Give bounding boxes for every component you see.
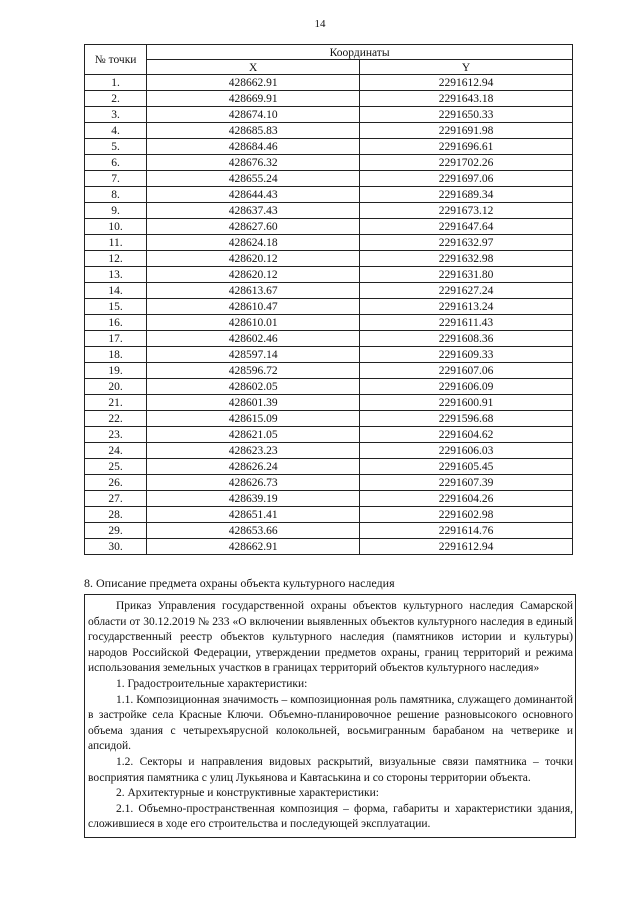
table-row xyxy=(85,75,573,91)
table-row xyxy=(85,283,573,299)
x-coordinate-cell: 428676.32 xyxy=(147,155,360,171)
table-row xyxy=(85,379,573,395)
item-2-1: 2.1. Объемно-пространственная композиция – форма, габариты и характеристики здания, сложившиеся в ходе его строительства и последующей эксплуатации. xyxy=(88,802,573,831)
y-coordinate-cell: 2291609.33 xyxy=(360,347,573,363)
urban-characteristics-heading: 1. Градостроительные характеристики: xyxy=(116,677,308,690)
table-row xyxy=(85,491,573,507)
y-coordinate-cell: 2291689.34 xyxy=(360,187,573,203)
table-row xyxy=(85,299,573,315)
x-coordinate-cell: 428685.83 xyxy=(147,123,360,139)
y-coordinate-cell: 2291650.33 xyxy=(360,107,573,123)
table-row xyxy=(85,475,573,491)
y-coordinate-cell: 2291632.98 xyxy=(360,251,573,267)
y-coordinate-cell: 2291612.94 xyxy=(360,75,573,91)
point-number-cell: 16. xyxy=(85,315,147,331)
y-coordinate-cell: 2291600.91 xyxy=(360,395,573,411)
x-coordinate-cell: 428626.73 xyxy=(147,475,360,491)
y-coordinate-cell: 2291696.61 xyxy=(360,139,573,155)
point-number-cell: 18. xyxy=(85,347,147,363)
x-coordinate-cell: 428639.19 xyxy=(147,491,360,507)
point-number-cell: 9. xyxy=(85,203,147,219)
x-coordinate-cell: 428627.60 xyxy=(147,219,360,235)
order-paragraph: Приказ Управления государственной охраны объектов культурного наследия Самарской области от 30.12.2019 № 233 «О включении выявленных объектов культурного наследия в единый государственный реестр объектов культурного наследия (памятников истории и культуры) народов Российской Федерации, утверждении предметов охраны, границ территорий и режима использования земельных участков в границах территорий объектов культурного наследия» xyxy=(88,600,573,675)
y-coordinate-cell: 2291602.98 xyxy=(360,507,573,523)
x-header: X xyxy=(147,60,360,75)
y-coordinate-cell: 2291604.62 xyxy=(360,427,573,443)
y-coordinate-cell: 2291673.12 xyxy=(360,203,573,219)
point-number-cell: 22. xyxy=(85,411,147,427)
x-coordinate-cell: 428662.91 xyxy=(147,75,360,91)
y-coordinate-cell: 2291702.26 xyxy=(360,155,573,171)
x-coordinate-cell: 428602.46 xyxy=(147,331,360,347)
point-number-cell: 2. xyxy=(85,91,147,107)
point-number-cell: 10. xyxy=(85,219,147,235)
table-row xyxy=(85,363,573,379)
table-row xyxy=(85,539,573,555)
point-number-cell: 5. xyxy=(85,139,147,155)
x-coordinate-cell: 428610.47 xyxy=(147,299,360,315)
table-row xyxy=(85,107,573,123)
y-coordinate-cell: 2291643.18 xyxy=(360,91,573,107)
y-coordinate-cell: 2291606.09 xyxy=(360,379,573,395)
table-row xyxy=(85,219,573,235)
y-coordinate-cell: 2291607.06 xyxy=(360,363,573,379)
x-coordinate-cell: 428684.46 xyxy=(147,139,360,155)
point-number-cell: 17. xyxy=(85,331,147,347)
table-row xyxy=(85,315,573,331)
point-number-cell: 12. xyxy=(85,251,147,267)
point-number-cell: 24. xyxy=(85,443,147,459)
point-number-cell: 26. xyxy=(85,475,147,491)
item-1-2: 1.2. Секторы и направления видовых раскрытий, визуальные связи памятника – точки восприятия памятника с улиц Лукьянова и Кавтаськина и со стороны территории объекта. xyxy=(88,755,573,784)
table-row xyxy=(85,459,573,475)
table-row xyxy=(85,171,573,187)
x-coordinate-cell: 428624.18 xyxy=(147,235,360,251)
point-number-cell: 27. xyxy=(85,491,147,507)
x-coordinate-cell: 428602.05 xyxy=(147,379,360,395)
point-number-cell: 25. xyxy=(85,459,147,475)
coordinates-table-body xyxy=(85,75,573,555)
table-row xyxy=(85,251,573,267)
point-number-cell: 19. xyxy=(85,363,147,379)
table-row xyxy=(85,427,573,443)
x-coordinate-cell: 428626.24 xyxy=(147,459,360,475)
point-number-cell: 30. xyxy=(85,539,147,555)
y-coordinate-cell: 2291605.45 xyxy=(360,459,573,475)
table-row xyxy=(85,395,573,411)
x-coordinate-cell: 428615.09 xyxy=(147,411,360,427)
table-row xyxy=(85,523,573,539)
point-number-cell: 8. xyxy=(85,187,147,203)
point-number-cell: 4. xyxy=(85,123,147,139)
point-number-cell: 1. xyxy=(85,75,147,91)
y-coordinate-cell: 2291631.80 xyxy=(360,267,573,283)
x-coordinate-cell: 428669.91 xyxy=(147,91,360,107)
coordinates-header: Координаты xyxy=(147,45,573,60)
point-number-cell: 11. xyxy=(85,235,147,251)
section-title: 8. Описание предмета охраны объекта культурного наследия xyxy=(84,576,395,590)
y-coordinate-cell: 2291647.64 xyxy=(360,219,573,235)
x-coordinate-cell: 428623.23 xyxy=(147,443,360,459)
table-header-row xyxy=(85,45,573,60)
x-coordinate-cell: 428637.43 xyxy=(147,203,360,219)
table-row xyxy=(85,123,573,139)
table-row xyxy=(85,139,573,155)
point-number-cell: 20. xyxy=(85,379,147,395)
y-coordinate-cell: 2291606.03 xyxy=(360,443,573,459)
x-coordinate-cell: 428651.41 xyxy=(147,507,360,523)
table-row xyxy=(85,267,573,283)
point-number-header: № точки xyxy=(85,45,147,75)
x-coordinate-cell: 428620.12 xyxy=(147,267,360,283)
y-coordinate-cell: 2291596.68 xyxy=(360,411,573,427)
x-coordinate-cell: 428613.67 xyxy=(147,283,360,299)
table-row xyxy=(85,347,573,363)
y-coordinate-cell: 2291632.97 xyxy=(360,235,573,251)
y-coordinate-cell: 2291608.36 xyxy=(360,331,573,347)
table-row xyxy=(85,235,573,251)
x-coordinate-cell: 428610.01 xyxy=(147,315,360,331)
y-coordinate-cell: 2291614.76 xyxy=(360,523,573,539)
coordinates-table xyxy=(84,44,573,555)
x-coordinate-cell: 428653.66 xyxy=(147,523,360,539)
point-number-cell: 21. xyxy=(85,395,147,411)
point-number-cell: 6. xyxy=(85,155,147,171)
y-header: Y xyxy=(360,60,573,75)
y-coordinate-cell: 2291627.24 xyxy=(360,283,573,299)
y-coordinate-cell: 2291612.94 xyxy=(360,539,573,555)
point-number-cell: 28. xyxy=(85,507,147,523)
protection-subject-box xyxy=(84,594,576,838)
x-coordinate-cell: 428597.14 xyxy=(147,347,360,363)
item-1-1: 1.1. Композиционная значимость – композиционная роль памятника, служащего доминантой в застройке села Красные Ключи. Объемно-планировочное решение разновысокого основного объема здания с четырехъярусной колокольней, восьмигранным барабаном на четверике и апсидой. xyxy=(88,693,573,753)
y-coordinate-cell: 2291613.24 xyxy=(360,299,573,315)
table-row xyxy=(85,203,573,219)
y-coordinate-cell: 2291607.39 xyxy=(360,475,573,491)
x-coordinate-cell: 428662.91 xyxy=(147,539,360,555)
table-row xyxy=(85,507,573,523)
table-row xyxy=(85,187,573,203)
table-row xyxy=(85,331,573,347)
x-coordinate-cell: 428674.10 xyxy=(147,107,360,123)
point-number-cell: 3. xyxy=(85,107,147,123)
table-row xyxy=(85,155,573,171)
table-row xyxy=(85,443,573,459)
table-row xyxy=(85,91,573,107)
table-row xyxy=(85,411,573,427)
point-number-cell: 29. xyxy=(85,523,147,539)
page-number: 14 xyxy=(314,18,326,30)
x-coordinate-cell: 428655.24 xyxy=(147,171,360,187)
table-subheader-row xyxy=(85,60,573,75)
point-number-cell: 23. xyxy=(85,427,147,443)
y-coordinate-cell: 2291697.06 xyxy=(360,171,573,187)
y-coordinate-cell: 2291604.26 xyxy=(360,491,573,507)
x-coordinate-cell: 428644.43 xyxy=(147,187,360,203)
point-number-cell: 14. xyxy=(85,283,147,299)
x-coordinate-cell: 428601.39 xyxy=(147,395,360,411)
point-number-cell: 15. xyxy=(85,299,147,315)
y-coordinate-cell: 2291611.43 xyxy=(360,315,573,331)
x-coordinate-cell: 428596.72 xyxy=(147,363,360,379)
point-number-cell: 7. xyxy=(85,171,147,187)
x-coordinate-cell: 428621.05 xyxy=(147,427,360,443)
y-coordinate-cell: 2291691.98 xyxy=(360,123,573,139)
architectural-characteristics-heading: 2. Архитектурные и конструктивные характеристики: xyxy=(116,787,379,800)
x-coordinate-cell: 428620.12 xyxy=(147,251,360,267)
point-number-cell: 13. xyxy=(85,267,147,283)
